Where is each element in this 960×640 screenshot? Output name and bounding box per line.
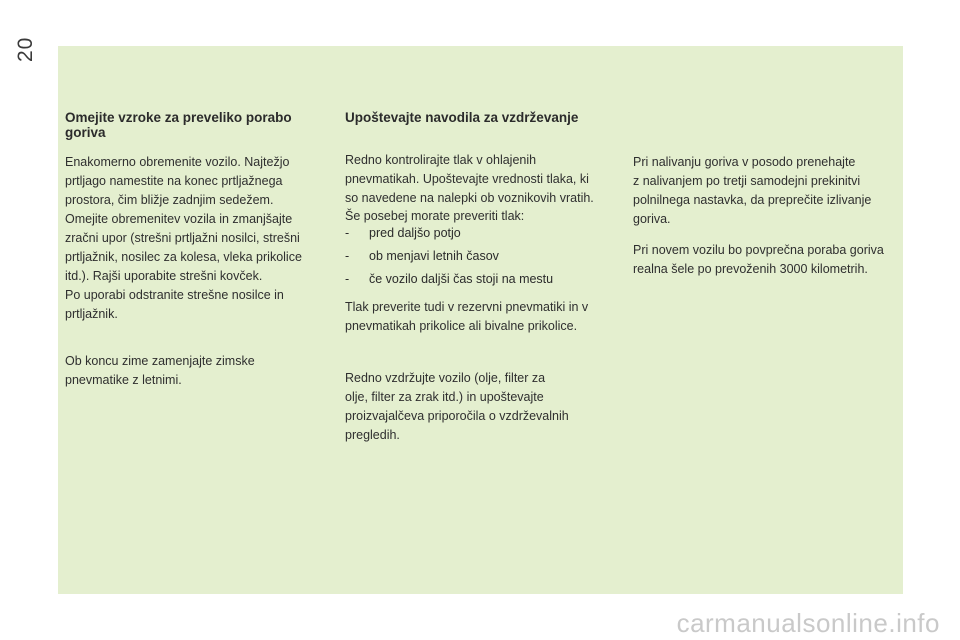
text-line: pregledih. — [345, 428, 400, 442]
middle-column — [345, 110, 615, 336]
text-line: prtljažnik. — [65, 307, 118, 321]
dash-marker: - — [345, 226, 350, 240]
text-line: z nalivanjem po tretji samodejni prekinitvi — [633, 174, 861, 188]
text-line: itd.). Rajši uporabite strešni kovček. — [65, 269, 263, 283]
text-line: realna šele po prevoženih 3000 kilometrih. — [633, 262, 868, 276]
text-line: proizvajalčeva priporočila o vzdrževalnih — [345, 409, 569, 423]
list-item — [345, 247, 615, 265]
text-line: Redno vzdržujte vozilo (olje, filter za — [345, 371, 546, 385]
text-line: Pri nalivanju goriva v posodo prenehajte — [633, 155, 856, 169]
middle-heading: Upoštevajte navodila za vzdrževanje — [345, 110, 579, 125]
text-line: goriva. — [633, 212, 671, 226]
middle-paragraph-3 — [345, 369, 615, 445]
text-line: Omejite obremenitev vozila in zmanjšajte — [65, 212, 293, 226]
left-paragraph-2 — [65, 352, 325, 390]
left-heading: Omejite vzroke za preveliko porabo goriva — [65, 110, 292, 140]
text-line: Po uporabi odstranite strešne nosilce in — [65, 288, 284, 302]
text-line: prtljago namestite na konec prtljažnega — [65, 174, 283, 188]
text-line: zračni upor (strešni prtljažni nosilci, strešni — [65, 231, 300, 245]
text-line: Redno kontrolirajte tlak v ohlajenih — [345, 153, 537, 167]
right-paragraph-1 — [633, 153, 898, 229]
text-line: Še posebej morate preveriti tlak: — [345, 209, 525, 223]
text-line: Pri novem vozilu bo povprečna poraba goriva — [633, 243, 884, 257]
watermark-text: carmanualsonline.info — [676, 608, 940, 638]
middle-paragraph-1 — [345, 151, 615, 224]
text-line: prostora, čim bližje zadnjim sedežem. — [65, 193, 274, 207]
text-line: pnevmatike z letnimi. — [65, 373, 182, 387]
dash-marker: - — [345, 249, 350, 263]
dash-marker: - — [345, 272, 350, 286]
list-item-text: če vozilo daljši čas stoji na mestu — [369, 272, 554, 286]
list-item — [345, 270, 615, 288]
text-line: prtljažnik, nosilec za kolesa, vleka prikolice — [65, 250, 302, 264]
left-paragraph-1 — [65, 153, 325, 324]
page-number: 20 — [14, 36, 37, 62]
text-line: Ob koncu zime zamenjajte zimske — [65, 354, 255, 368]
list-item-text: ob menjavi letnih časov — [369, 249, 499, 263]
right-column — [633, 153, 898, 279]
text-line: pnevmatikah. Upoštevajte vrednosti tlaka, ki — [345, 172, 589, 186]
text-line: Tlak preverite tudi v rezervni pnevmatiki in v — [345, 300, 589, 314]
text-line: olje, filter za zrak itd.) in upoštevajte — [345, 390, 544, 404]
right-paragraph-2 — [633, 241, 898, 279]
list-item-text: pred daljšo potjo — [369, 226, 461, 240]
list-item — [345, 224, 615, 242]
left-column — [65, 110, 325, 324]
text-line: pnevmatikah prikolice ali bivalne prikolice. — [345, 319, 578, 333]
text-line: so navedene na nalepki ob voznikovih vratih. — [345, 191, 594, 205]
middle-paragraph-2 — [345, 298, 615, 336]
text-line: polnilnega nastavka, da preprečite izlivanje — [633, 193, 872, 207]
text-line: Enakomerno obremenite vozilo. Najtežjo — [65, 155, 290, 169]
pressure-check-list — [345, 224, 615, 288]
